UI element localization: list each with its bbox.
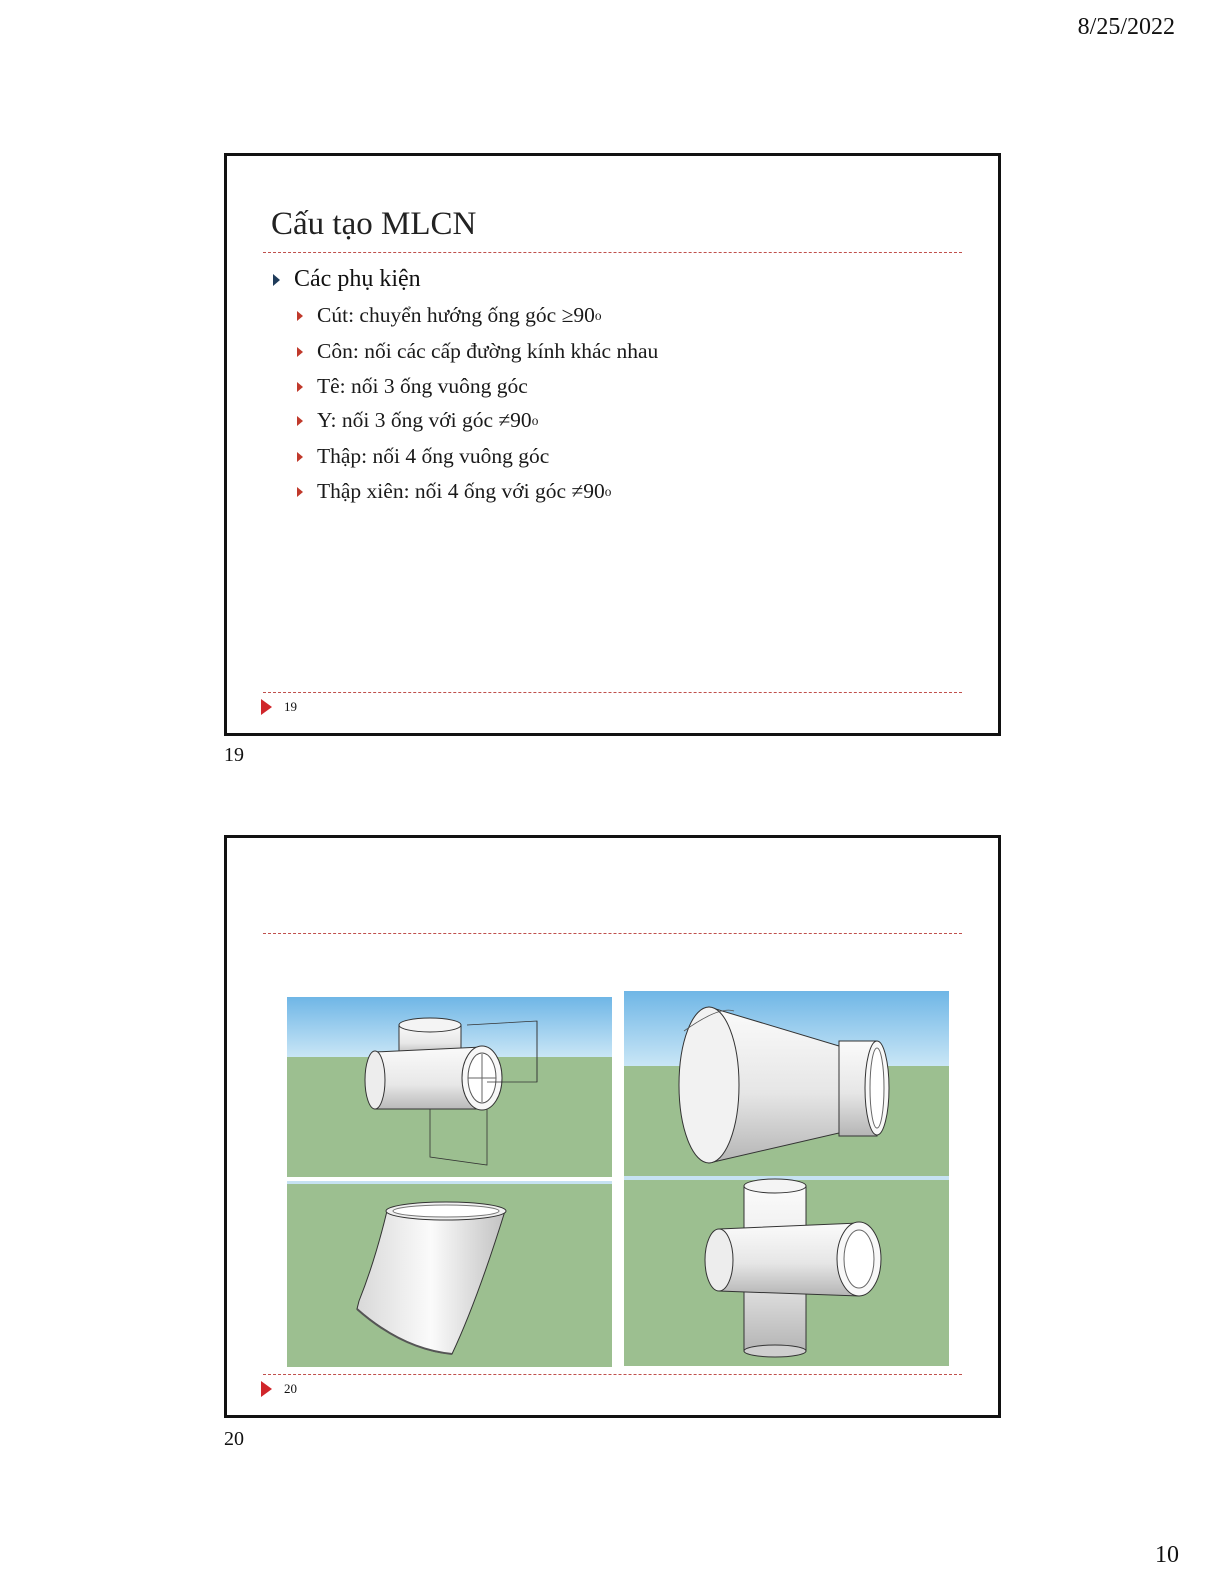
bullet-arrow-icon	[297, 452, 303, 462]
bullet-text: Các phụ kiện	[294, 266, 421, 292]
footer-divider	[263, 692, 962, 693]
footer-divider	[263, 1374, 962, 1375]
list-item	[297, 444, 549, 469]
bullet-arrow-icon	[297, 416, 303, 426]
footer-slide-number: 19	[284, 699, 297, 714]
elbow-fitting-image	[287, 1181, 612, 1367]
list-item	[297, 303, 602, 328]
footer-slide-number: 20	[284, 1381, 297, 1396]
list-item	[297, 408, 538, 433]
slide-19	[224, 153, 1001, 736]
list-item-text: Tê: nối 3 ống vuông góc	[317, 374, 528, 398]
superscript: o	[594, 307, 602, 323]
slide-title: Cấu tạo MLCN	[271, 206, 477, 242]
slide-number-label: 20	[224, 1428, 244, 1450]
slide-footer	[261, 699, 297, 715]
bullet-arrow-icon	[297, 311, 303, 321]
slide-20	[224, 835, 1001, 1418]
title-divider	[263, 933, 962, 934]
title-divider	[263, 252, 962, 253]
bullet-arrow-icon	[297, 347, 303, 357]
footer-arrow-icon	[261, 1381, 272, 1397]
bullet-arrow-icon	[297, 382, 303, 392]
footer-arrow-icon	[261, 699, 272, 715]
bullet-arrow-icon	[273, 274, 280, 286]
list-item	[297, 374, 528, 399]
list-item	[297, 479, 611, 504]
list-item-text: Thập: nối 4 ống vuông góc	[317, 444, 550, 468]
superscript: o	[604, 483, 612, 499]
slide-footer	[261, 1381, 297, 1397]
list-item-text: Cút: chuyển hướng ống góc ≥90	[317, 303, 595, 327]
bullet-arrow-icon	[297, 487, 303, 497]
reducer-fitting-image	[624, 991, 949, 1366]
bullet-level1	[273, 266, 421, 293]
list-item-text: Y: nối 3 ống với góc ≠90	[317, 408, 532, 432]
superscript: o	[531, 412, 539, 428]
list-item-text: Thập xiên: nối 4 ống với góc ≠90	[317, 479, 605, 503]
print-date: 8/25/2022	[1077, 14, 1175, 40]
list-item	[297, 339, 658, 364]
tee-fitting-image	[287, 997, 612, 1177]
page-number: 10	[1155, 1542, 1179, 1568]
slide-number-label: 19	[224, 744, 244, 766]
list-item-text: Côn: nối các cấp đường kính khác nhau	[317, 339, 659, 363]
